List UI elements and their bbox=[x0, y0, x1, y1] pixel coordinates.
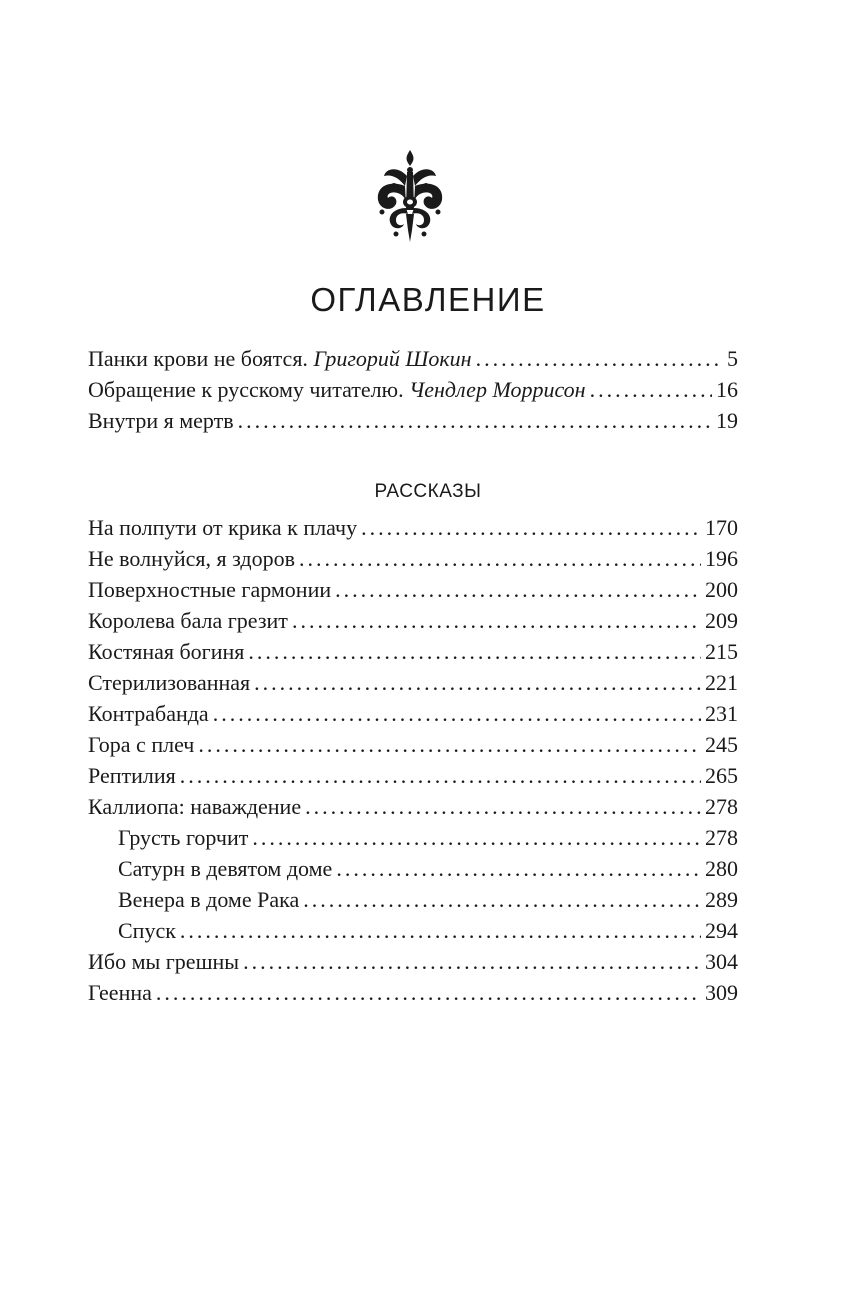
toc-entry-title bbox=[88, 343, 472, 374]
section-heading: РАССКАЗЫ bbox=[374, 481, 482, 502]
toc-page-number: 294 bbox=[705, 918, 738, 943]
toc-entry-title: Каллиопа: наваждение bbox=[88, 794, 302, 819]
toc-leader-dots bbox=[248, 636, 701, 667]
toc-entry[interactable] bbox=[88, 605, 738, 636]
toc-entry-title: Венера в доме Рака bbox=[118, 887, 300, 912]
toc-entry-title: Внутри я мертв bbox=[88, 408, 234, 433]
toc-entry-title-text: Обращение к русскому читателю. bbox=[88, 377, 404, 402]
toc-leader-dots bbox=[361, 512, 701, 543]
toc-page-number: 245 bbox=[705, 732, 738, 757]
toc-entry-author: Григорий Шокин bbox=[313, 346, 472, 371]
toc-entry-title bbox=[88, 374, 586, 405]
toc-entry[interactable] bbox=[88, 343, 738, 374]
toc-entry-title: Контрабанда bbox=[88, 701, 209, 726]
toc-entry-title: Не волнуйся, я здоров bbox=[88, 546, 296, 571]
toc-page-number: 196 bbox=[705, 546, 738, 571]
toc-entry[interactable] bbox=[88, 636, 738, 667]
page-title: ОГЛАВЛЕНИЕ bbox=[310, 281, 546, 318]
toc-page-number: 289 bbox=[705, 887, 738, 912]
toc-leader-dots bbox=[198, 729, 701, 760]
toc-leader-dots bbox=[252, 822, 701, 853]
toc-subentry[interactable] bbox=[88, 822, 738, 853]
toc-entry[interactable] bbox=[88, 760, 738, 791]
toc-entry[interactable] bbox=[88, 405, 738, 436]
toc-entry[interactable] bbox=[88, 574, 738, 605]
toc-leader-dots bbox=[335, 574, 701, 605]
toc-entry-title: Костяная богиня bbox=[88, 639, 245, 664]
toc-leader-dots bbox=[305, 791, 701, 822]
toc-page-number: 265 bbox=[705, 763, 738, 788]
toc-leader-dots bbox=[303, 884, 701, 915]
toc-page-number: 16 bbox=[716, 377, 738, 402]
toc-entry-title: Гора с плеч bbox=[88, 732, 195, 757]
toc-entry[interactable] bbox=[88, 791, 738, 822]
toc-page-number: 215 bbox=[705, 639, 738, 664]
toc-leader-dots bbox=[180, 760, 701, 791]
toc-entry[interactable] bbox=[88, 977, 738, 1008]
toc-leader-dots bbox=[238, 405, 712, 436]
toc-leader-dots bbox=[336, 853, 701, 884]
toc-leader-dots bbox=[180, 915, 701, 946]
toc-page-number: 19 bbox=[716, 408, 738, 433]
toc-subentry[interactable] bbox=[88, 915, 738, 946]
toc-page-number: 170 bbox=[705, 515, 738, 540]
toc-entry-title: Сатурн в девятом доме bbox=[118, 856, 333, 881]
toc-entry-title: Рептилия bbox=[88, 763, 176, 788]
toc-entry-author: Чендлер Моррисон bbox=[409, 377, 586, 402]
toc-entry-title: Геенна bbox=[88, 980, 152, 1005]
toc-page-number: 278 bbox=[705, 825, 738, 850]
toc-page-number: 209 bbox=[705, 608, 738, 633]
toc-page-number: 280 bbox=[705, 856, 738, 881]
toc-page-number: 5 bbox=[727, 346, 738, 371]
toc-entry-title: Королева бала грезит bbox=[88, 608, 288, 633]
toc-entry[interactable] bbox=[88, 512, 738, 543]
fleur-ornament-icon bbox=[372, 150, 448, 242]
toc-page-number: 309 bbox=[705, 980, 738, 1005]
toc-entry[interactable] bbox=[88, 667, 738, 698]
toc-leader-dots bbox=[213, 698, 701, 729]
toc-leader-dots bbox=[254, 667, 701, 698]
toc-entry-title: Ибо мы грешны bbox=[88, 949, 240, 974]
toc-entry[interactable] bbox=[88, 698, 738, 729]
toc-leader-dots bbox=[292, 605, 701, 636]
toc-leader-dots bbox=[243, 946, 701, 977]
toc-subentry[interactable] bbox=[88, 884, 738, 915]
toc-entry-title: Спуск bbox=[118, 918, 176, 943]
toc-page-number: 278 bbox=[705, 794, 738, 819]
toc-leader-dots bbox=[299, 543, 701, 574]
toc-entry-title: Поверхностные гармонии bbox=[88, 577, 332, 602]
toc-page-number: 231 bbox=[705, 701, 738, 726]
toc-stories bbox=[88, 512, 738, 1008]
toc-entry[interactable] bbox=[88, 946, 738, 977]
toc-entry[interactable] bbox=[88, 543, 738, 574]
toc-page-number: 304 bbox=[705, 949, 738, 974]
toc-front-matter bbox=[88, 343, 738, 436]
toc-entry-title: На полпути от крика к плачу bbox=[88, 515, 358, 540]
toc-leader-dots bbox=[156, 977, 701, 1008]
toc-leader-dots bbox=[476, 343, 723, 374]
toc-entry[interactable] bbox=[88, 374, 738, 405]
toc-entry-title-text: Панки крови не боятся. bbox=[88, 346, 308, 371]
toc-entry-title: Стерилизованная bbox=[88, 670, 251, 695]
toc-leader-dots bbox=[590, 374, 712, 405]
toc-entry-title: Грусть горчит bbox=[118, 825, 249, 850]
toc-subentry[interactable] bbox=[88, 853, 738, 884]
toc-entry[interactable] bbox=[88, 729, 738, 760]
toc-page-number: 200 bbox=[705, 577, 738, 602]
toc-page-number: 221 bbox=[705, 670, 738, 695]
